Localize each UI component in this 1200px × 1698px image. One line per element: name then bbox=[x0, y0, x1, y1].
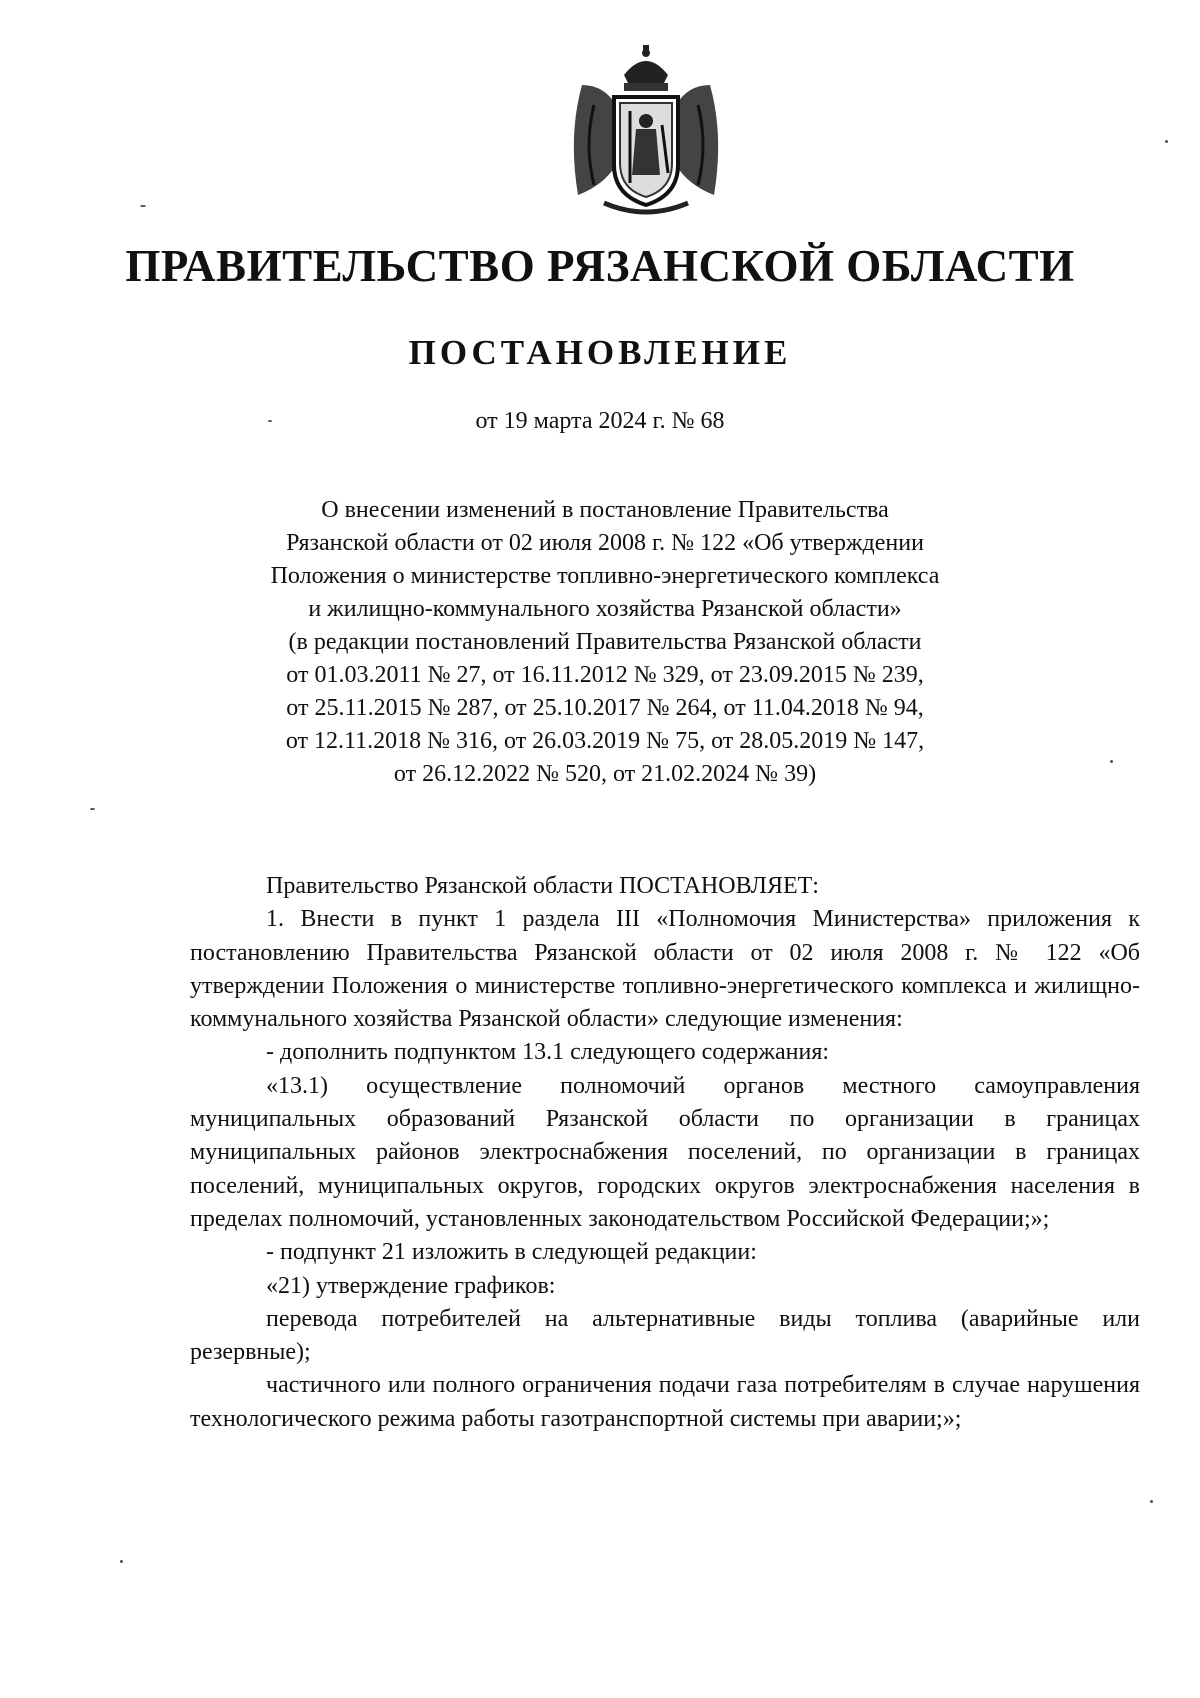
subject-line: Рязанской области от 02 июля 2008 г. № 122 «Об утверждении bbox=[286, 530, 924, 556]
body-paragraph: 1. Внести в пункт 1 раздела III «Полномочия Министерства» приложения к постановлению Правительства Рязанской области от 02 июля 2008 г. № 122 «Об утверждении Положения о министерстве топливно-энергетического комплекса и жилищно-коммунального хозяйства Рязанской области» следующие изменения: bbox=[190, 906, 1140, 1033]
body-paragraph: «21) утверждение графиков: bbox=[266, 1272, 556, 1299]
subject-line: от 25.11.2015 № 287, от 25.10.2017 № 264, от 11.04.2018 № 94, bbox=[286, 695, 924, 721]
subject-line: Положения о министерстве топливно-энергетического комплекса bbox=[270, 563, 940, 589]
scan-speck bbox=[1110, 760, 1113, 763]
coat-of-arms-icon bbox=[564, 45, 728, 217]
body-paragraph: перевода потребителей на альтернативные виды топлива (аварийные или резервные); bbox=[190, 1305, 1140, 1366]
subject-line: и жилищно-коммунального хозяйства Рязанской области» bbox=[308, 596, 902, 622]
body-paragraph: Правительство Рязанской области ПОСТАНОВЛЯЕТ: bbox=[266, 873, 819, 899]
subject-line: О внесении изменений в постановление Правительства bbox=[321, 497, 889, 523]
scan-speck bbox=[120, 1560, 123, 1563]
document-subject bbox=[190, 494, 1020, 791]
scan-speck bbox=[140, 205, 146, 207]
body-paragraph: - дополнить подпунктом 13.1 следующего содержания: bbox=[266, 1039, 830, 1066]
subject-line: от 12.11.2018 № 316, от 26.03.2019 № 75, от 28.05.2019 № 147, bbox=[285, 728, 925, 754]
document-type: ПОСТАНОВЛЕНИЕ bbox=[408, 333, 792, 372]
document-date-number: от 19 марта 2024 г. № 68 bbox=[475, 408, 725, 434]
scan-speck bbox=[1165, 140, 1168, 143]
scan-speck bbox=[90, 808, 95, 810]
scan-speck bbox=[268, 420, 272, 422]
subject-line: от 26.12.2022 № 520, от 21.02.2024 № 39) bbox=[393, 761, 817, 787]
document-body bbox=[190, 870, 1140, 1436]
scan-speck bbox=[1150, 1500, 1153, 1503]
body-paragraph: частичного или полного ограничения подачи газа потребителям в случае нарушения технологического режима работы газотранспортной системы при аварии;»; bbox=[190, 1372, 1140, 1432]
subject-line: от 01.03.2011 № 27, от 16.11.2012 № 329, от 23.09.2015 № 239, bbox=[286, 662, 924, 688]
body-paragraph: «13.1) осуществление полномочий органов местного самоуправления муниципальных образований Рязанской области по организации в границах муниципальных районов электроснабжения поселений, по организации в границах поселений, муниципальных округов, городских округов электроснабжения населения в пределах полномочий, установленных законодательством Российской Федерации;»; bbox=[190, 1072, 1140, 1232]
body-paragraph: - подпункт 21 изложить в следующей редакции: bbox=[266, 1239, 757, 1266]
government-title: ПРАВИТЕЛЬСТВО РЯЗАНСКОЙ ОБЛАСТИ bbox=[125, 241, 1075, 291]
subject-line: (в редакции постановлений Правительства Рязанской области bbox=[288, 629, 922, 655]
